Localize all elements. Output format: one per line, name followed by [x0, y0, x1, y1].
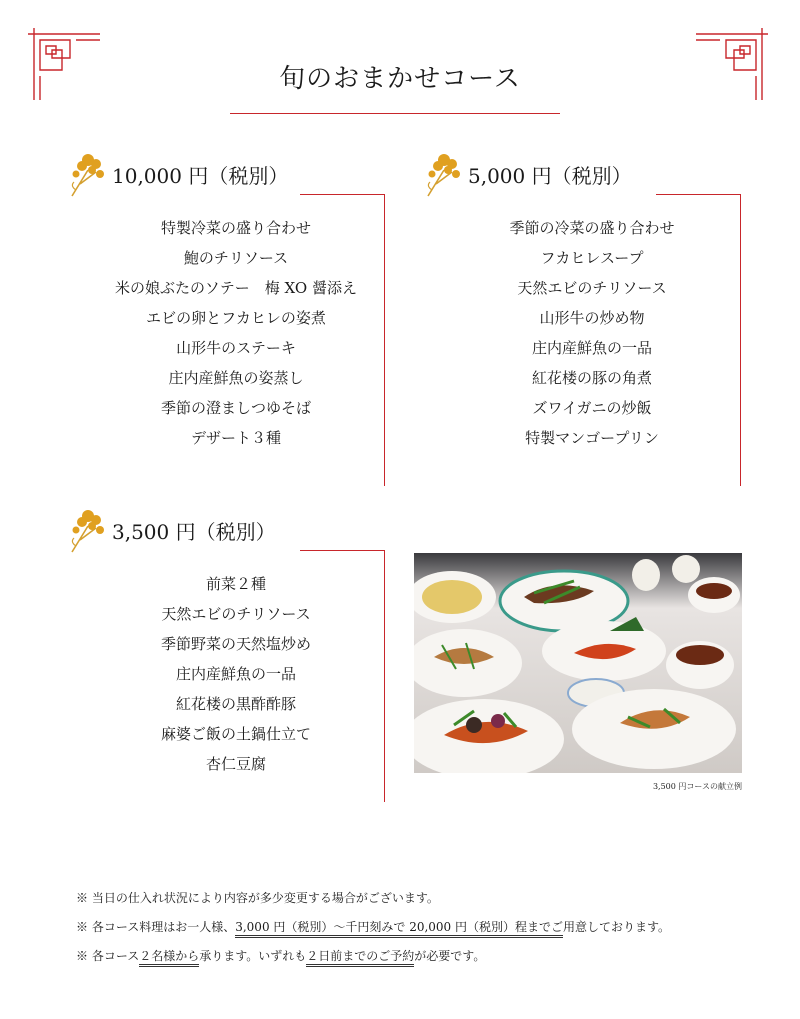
- list-item: 山形牛の炒め物: [539, 309, 645, 327]
- list-item: 鮑のチリソース: [183, 249, 289, 267]
- list-item: 米の娘ぶたのソテー 梅 XO 醤添え: [115, 279, 357, 297]
- frame-top: [656, 194, 740, 195]
- note-line-3: [76, 942, 670, 971]
- list-item: 山形牛のステーキ: [176, 339, 296, 357]
- list-item: ズワイガニの炒飯: [532, 399, 652, 417]
- note-text: が必要です。: [414, 949, 486, 963]
- note-emphasis: ２日前までのご予約: [306, 949, 414, 967]
- course-price: 10,000 円（税別）: [112, 163, 289, 188]
- note-text: ※ 各コース: [76, 949, 140, 963]
- note-text: 承ります。いずれも: [199, 949, 307, 963]
- note-emphasis: 3,000 円（税別）～千円刻みで 20,000 円（税別）程までご: [235, 920, 563, 938]
- list-item: 天然エビのチリソース: [517, 279, 667, 297]
- list-item: 特製マンゴープリン: [525, 429, 659, 447]
- frame-top: [300, 550, 384, 551]
- list-item: 前菜２種: [205, 575, 266, 593]
- list-item: エビの卵とフカヒレの姿煮: [146, 309, 326, 327]
- list-item: 紅花楼の黒酢酢豚: [175, 695, 296, 713]
- note-emphasis: ２名様から: [139, 949, 199, 967]
- page-title: 旬のおまかせコース: [279, 64, 521, 94]
- carnation-icon: [66, 506, 106, 554]
- carnation-icon: [66, 150, 106, 198]
- course-5000-menu: [442, 213, 742, 453]
- course-price: 5,000 円（税別）: [468, 163, 632, 188]
- note-text: 用意しております。: [563, 920, 671, 934]
- note-line-2: [76, 913, 670, 942]
- list-item: 杏仁豆腐: [205, 755, 266, 773]
- photo-caption: 3,500 円コースの献立例: [652, 782, 742, 791]
- title-underline: [230, 113, 560, 114]
- list-item: 庄内産鮮魚の姿蒸し: [168, 369, 304, 387]
- course-price: 3,500 円（税別）: [112, 519, 276, 544]
- list-item: 庄内産鮮魚の一品: [531, 339, 652, 357]
- notes: [76, 884, 670, 971]
- list-item: デザート３種: [190, 429, 281, 447]
- course-5000-header: [422, 150, 632, 198]
- list-item: 麻婆ご飯の土鍋仕立て: [160, 725, 311, 743]
- list-item: フカヒレスープ: [540, 249, 644, 267]
- note-line-1: [76, 884, 670, 913]
- list-item: 季節の澄ましつゆそば: [160, 399, 311, 417]
- frame-top: [300, 194, 384, 195]
- course-10000-header: [66, 150, 288, 198]
- course-3500-header: [66, 506, 276, 554]
- list-item: 特製冷菜の盛り合わせ: [160, 219, 311, 237]
- course-photo: [414, 553, 742, 773]
- course-10000-menu: [86, 213, 386, 453]
- list-item: 紅花楼の豚の角煮: [531, 369, 652, 387]
- note-text: ※ 当日の仕入れ状況により内容が多少変更する場合がございます。: [76, 891, 439, 905]
- note-text: ※ 各コース料理はお一人様、: [76, 920, 236, 934]
- list-item: 季節野菜の天然塩炒め: [160, 635, 311, 653]
- carnation-icon: [422, 150, 462, 198]
- list-item: 季節の冷菜の盛り合わせ: [509, 219, 675, 237]
- course-3500-menu: [86, 569, 386, 779]
- list-item: 庄内産鮮魚の一品: [175, 665, 296, 683]
- list-item: 天然エビのチリソース: [161, 605, 311, 623]
